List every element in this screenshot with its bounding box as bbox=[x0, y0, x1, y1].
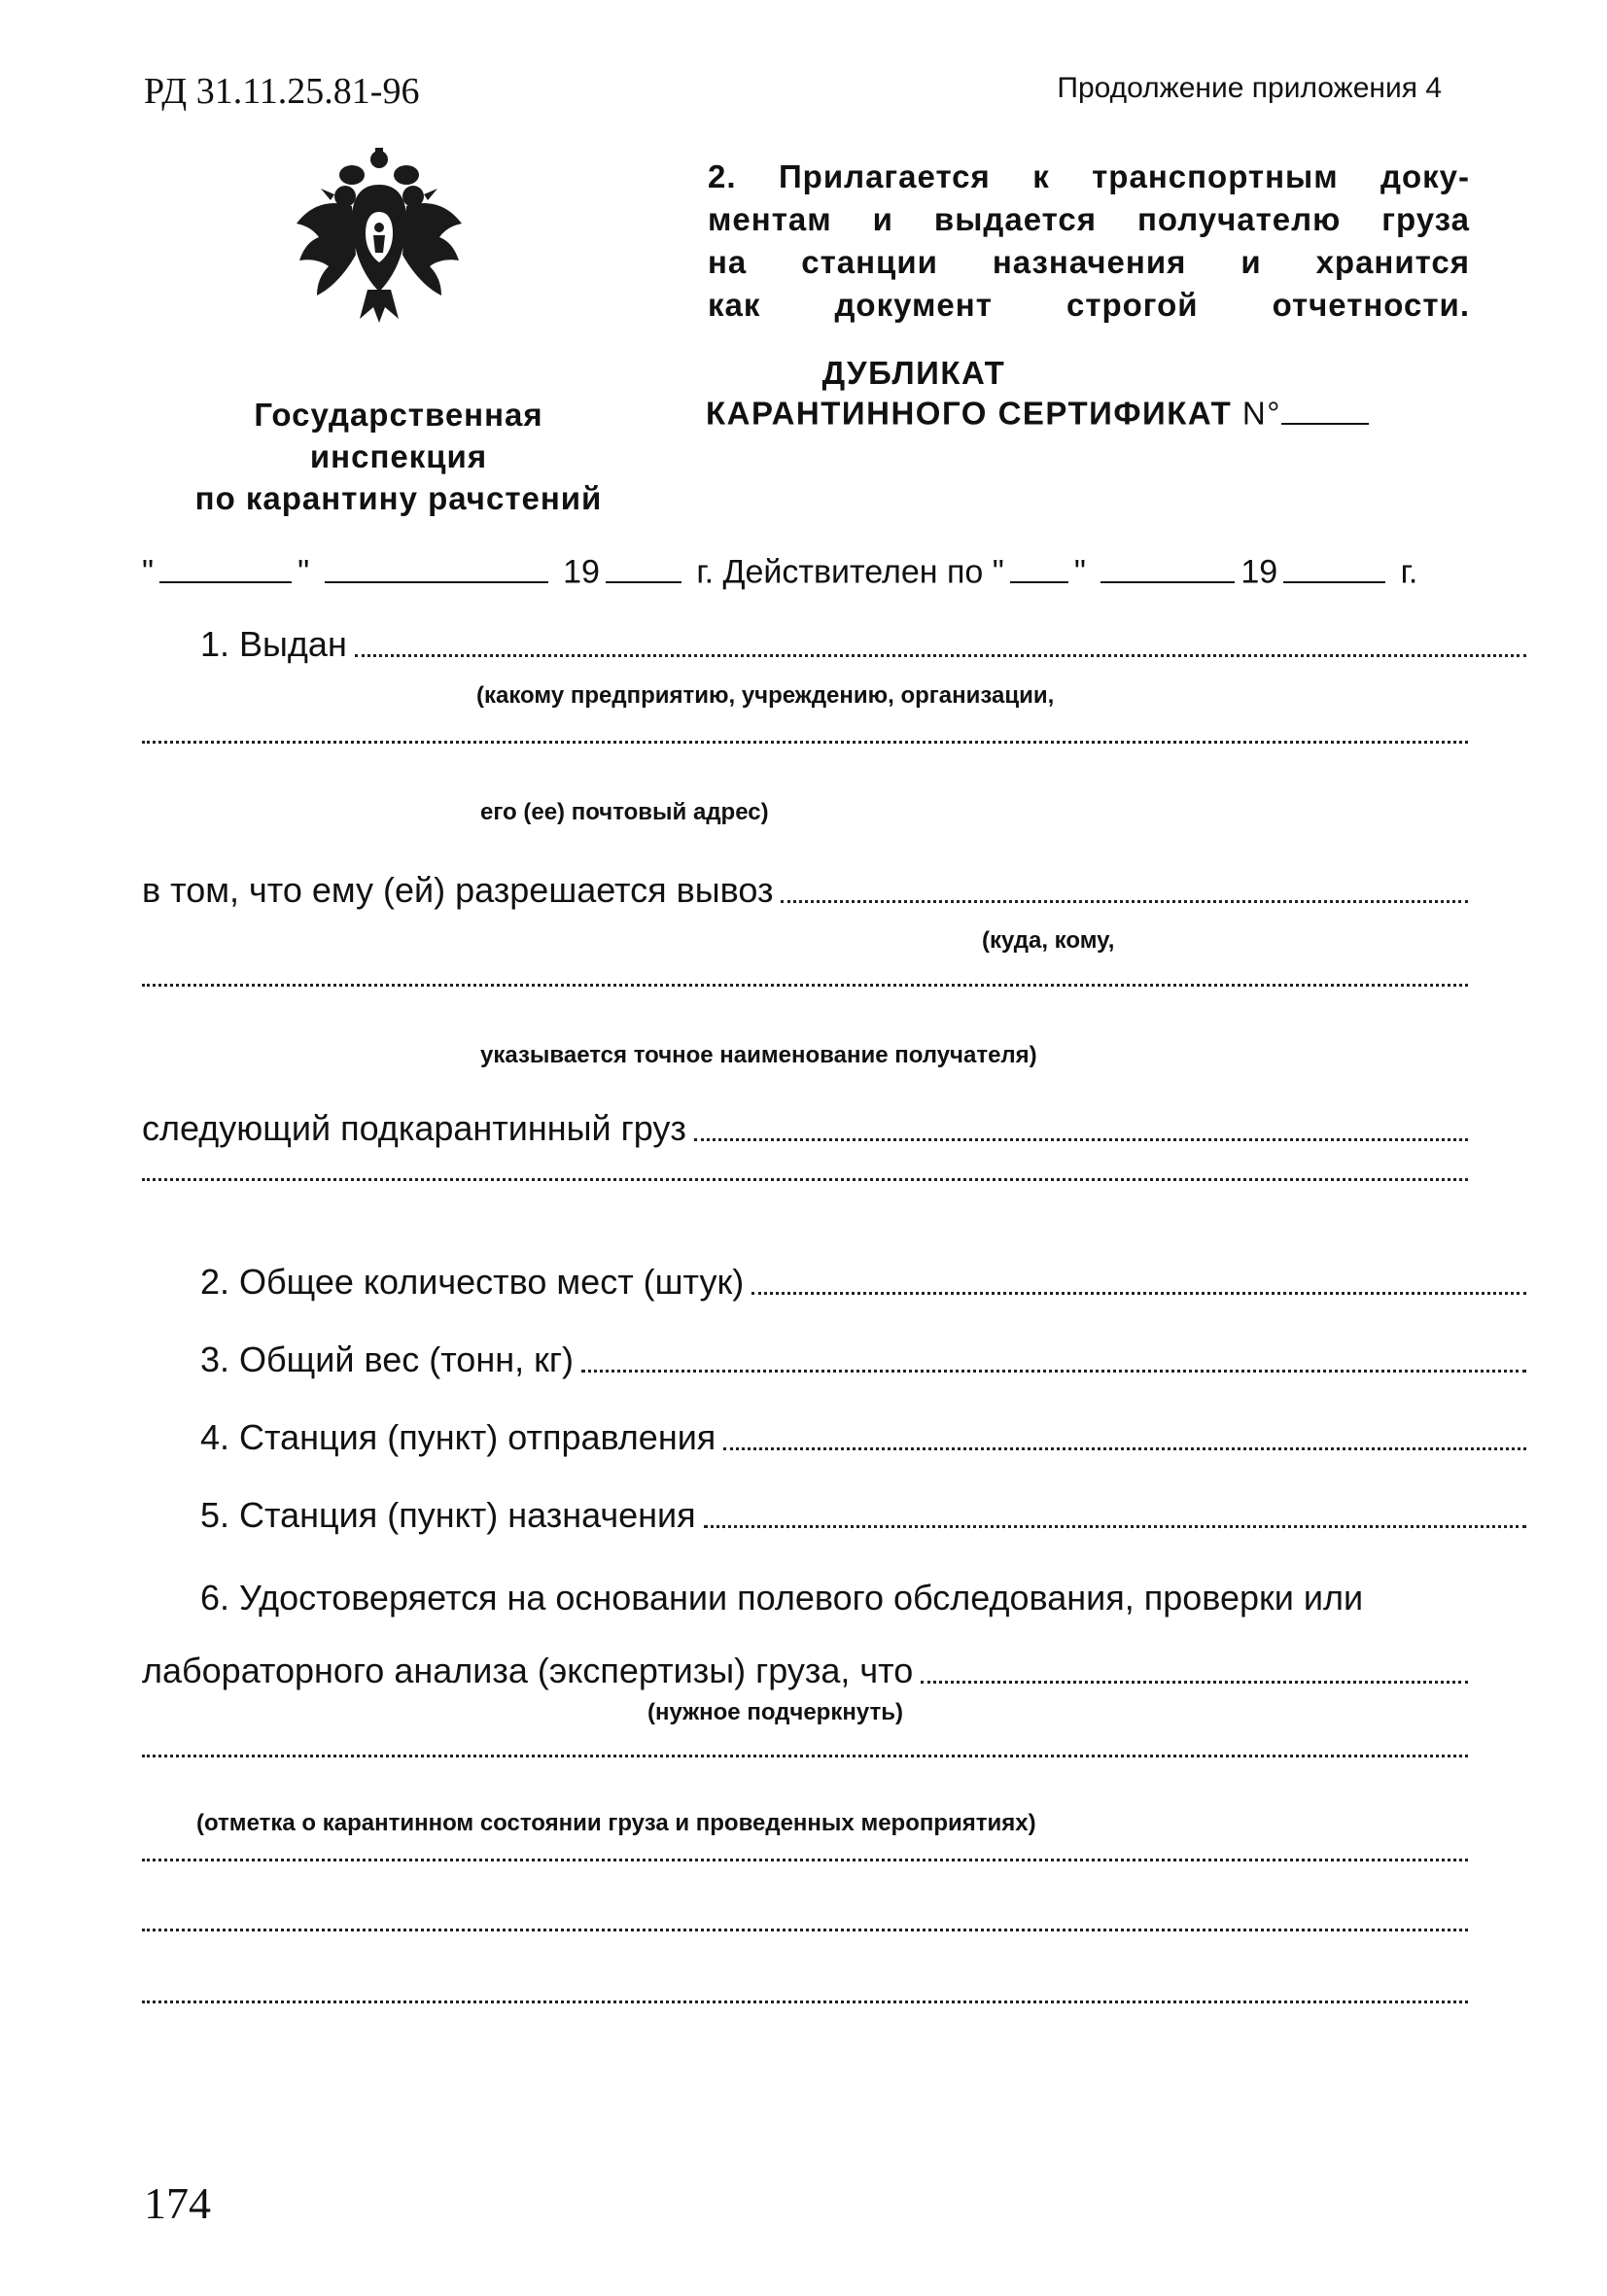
issued-to-field[interactable] bbox=[355, 654, 1526, 657]
issuer-line: по карантину рачстений bbox=[194, 480, 603, 516]
recipient-field[interactable] bbox=[142, 984, 1468, 987]
note-line: 2. Прилагается к транспортным доку- bbox=[708, 158, 1470, 194]
issued-to-label: 1. Выдан bbox=[200, 624, 347, 664]
address-row bbox=[142, 741, 1468, 751]
weight-row bbox=[142, 1339, 1526, 1380]
issuing-authority bbox=[136, 394, 661, 519]
origin-label: 4. Станция (пункт) отправления bbox=[200, 1417, 716, 1457]
issue-year-prefix: 19 bbox=[563, 553, 600, 591]
note-line: как документ строгой отчетности. bbox=[708, 287, 1470, 323]
status-row-3 bbox=[142, 1929, 1468, 1939]
issue-day-field[interactable] bbox=[159, 551, 292, 583]
certificate-number-field[interactable] bbox=[1281, 394, 1369, 425]
analysis-field[interactable] bbox=[921, 1681, 1468, 1684]
places-row bbox=[142, 1262, 1526, 1303]
destination-field[interactable] bbox=[704, 1525, 1526, 1528]
recipient-row bbox=[142, 984, 1468, 994]
issuer-line: инспекция bbox=[309, 438, 488, 474]
export-label: в том, что ему (ей) разрешается вывоз bbox=[142, 870, 774, 910]
page-number: 174 bbox=[144, 2178, 211, 2228]
status-field-4[interactable] bbox=[142, 2000, 1468, 2003]
date-row bbox=[142, 551, 1464, 592]
valid-day-field[interactable] bbox=[1010, 551, 1068, 583]
origin-field[interactable] bbox=[723, 1447, 1526, 1450]
recipient-hint: указывается точное наименование получателя) bbox=[480, 1042, 1037, 1068]
destination-row bbox=[142, 1495, 1526, 1536]
issue-year-field[interactable] bbox=[606, 551, 681, 583]
status-row-4 bbox=[142, 2000, 1468, 2011]
status-field[interactable] bbox=[142, 1755, 1468, 1757]
status-hint: (отметка о карантинном состоянии груза и проведенных мероприятиях) bbox=[196, 1810, 1036, 1836]
places-label: 2. Общее количество мест (штук) bbox=[200, 1262, 745, 1302]
address-hint: его (ее) почтовый адрес) bbox=[480, 799, 769, 825]
quote-close: " bbox=[297, 553, 310, 591]
weight-label: 3. Общий вес (тонн, кг) bbox=[200, 1339, 574, 1379]
note-line: на станции назначения и хранится bbox=[708, 244, 1470, 280]
cargo-label: следующий подкарантинный груз bbox=[142, 1108, 686, 1148]
document-title-duplicate: ДУБЛИКАТ bbox=[821, 355, 1006, 391]
underline-hint: (нужное подчеркнуть) bbox=[647, 1699, 903, 1725]
address-field[interactable] bbox=[142, 741, 1468, 744]
weight-field[interactable] bbox=[581, 1370, 1526, 1373]
note-line: ментам и выдается получателю груза bbox=[708, 201, 1470, 237]
quote-close: " bbox=[1073, 553, 1086, 591]
document-code: РД 31.11.25.81-96 bbox=[144, 71, 420, 112]
valid-year-suffix: г. bbox=[1400, 553, 1418, 591]
cargo-field[interactable] bbox=[694, 1138, 1468, 1141]
valid-month-field[interactable] bbox=[1100, 551, 1235, 583]
export-field[interactable] bbox=[781, 900, 1468, 903]
document-title-certificate bbox=[706, 394, 1369, 433]
status-row bbox=[142, 1755, 1468, 1765]
status-row-2 bbox=[142, 1859, 1468, 1869]
valid-until-label: г. Действителен по bbox=[696, 553, 984, 591]
status-field-3[interactable] bbox=[142, 1929, 1468, 1931]
quote-open: " bbox=[142, 553, 155, 591]
status-field-2[interactable] bbox=[142, 1859, 1468, 1861]
export-hint: (куда, кому, bbox=[982, 927, 1115, 954]
certificate-title: КАРАНТИННОГО СЕРТИФИКАТ bbox=[706, 395, 1233, 432]
valid-year-field[interactable] bbox=[1283, 551, 1385, 583]
quote-open: " bbox=[992, 553, 1004, 591]
appendix-continuation: Продолжение приложения 4 bbox=[1057, 72, 1442, 104]
issued-to-hint: (какому предприятию, учреждению, организации, bbox=[476, 682, 1055, 709]
analysis-label: лабораторного анализа (экспертизы) груза, что bbox=[142, 1651, 914, 1690]
cargo-row bbox=[142, 1108, 1468, 1149]
export-row bbox=[142, 870, 1468, 911]
origin-row bbox=[142, 1417, 1526, 1458]
certify-text: 6. Удостоверяется на основании полевого обследования, проверки или bbox=[200, 1578, 1364, 1618]
double-headed-eagle-icon bbox=[292, 146, 467, 326]
cargo-field-2[interactable] bbox=[142, 1178, 1468, 1181]
issue-month-field[interactable] bbox=[325, 551, 548, 583]
issued-to-row bbox=[142, 624, 1526, 665]
destination-label: 5. Станция (пункт) назначения bbox=[200, 1495, 696, 1535]
places-field[interactable] bbox=[751, 1292, 1526, 1295]
number-label: N° bbox=[1241, 395, 1281, 432]
valid-year-prefix: 19 bbox=[1240, 553, 1278, 591]
usage-note bbox=[708, 156, 1470, 327]
cargo-row-2 bbox=[142, 1178, 1468, 1189]
analysis-row bbox=[142, 1651, 1468, 1691]
issuer-line: Государственная bbox=[254, 397, 543, 433]
